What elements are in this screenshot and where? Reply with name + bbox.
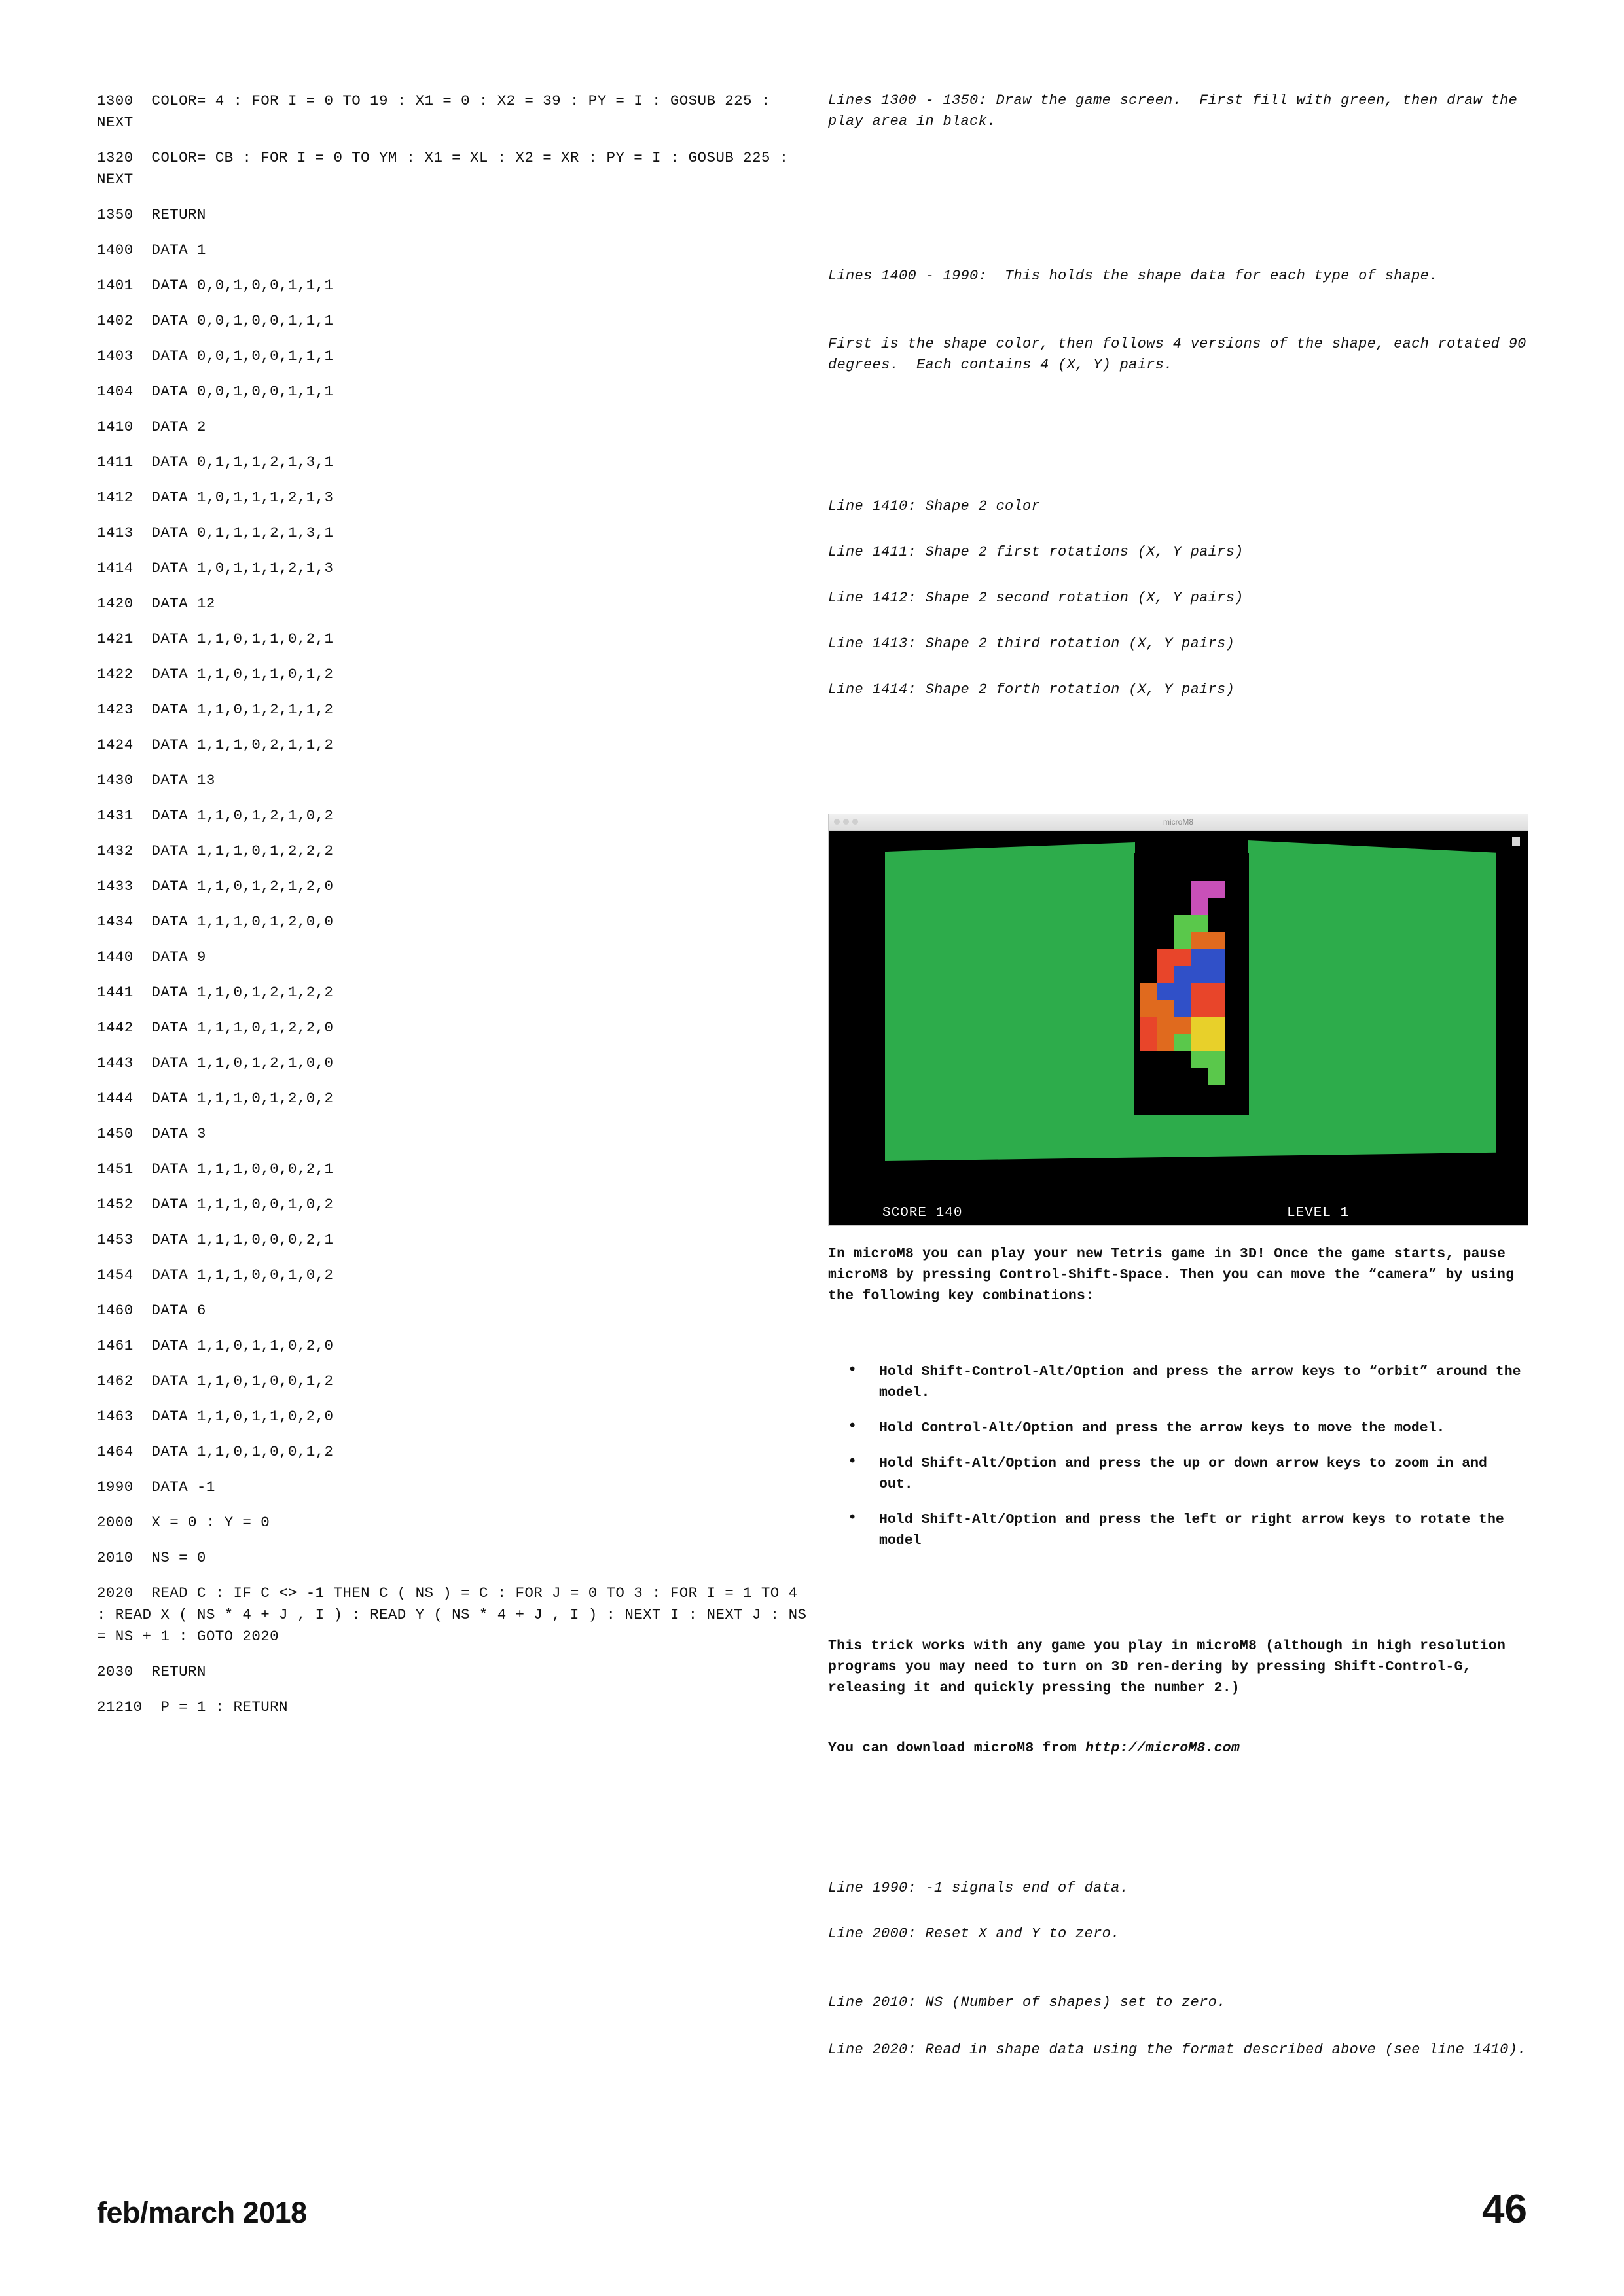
code-line: 1462 DATA 1,1,0,1,0,0,1,2 [97,1372,334,1390]
code-line: 1410 DATA 2 [97,418,206,435]
article-bullet: • Hold Shift-Alt/Option and press the up or down arrow keys to zoom in and out. [828,1453,1528,1495]
code-line: 1413 DATA 0,1,1,1,2,1,3,1 [97,524,334,541]
code-line: 1442 DATA 1,1,1,0,1,2,2,0 [97,1019,334,1036]
tetris-block [1191,1000,1208,1017]
tetris-block [1191,949,1208,966]
pause-indicator-icon [1512,837,1520,846]
code-line: 1411 DATA 0,1,1,1,2,1,3,1 [97,454,334,471]
code-line: 1444 DATA 1,1,1,0,1,2,0,2 [97,1090,334,1107]
tetris-well [1134,853,1249,1115]
footer-issue-date: feb/march 2018 [97,2196,307,2229]
article-intro: In microM8 you can play your new Tetris game in 3D! Once the game starts, pause microM8 by pressing Control-Shift-Space. Then you can move the “camera” by using the following key combinations: [828,1246,1523,1304]
code-line: 1422 DATA 1,1,0,1,1,0,1,2 [97,666,334,683]
tetris-block [1208,932,1225,949]
tetris-block [1208,1034,1225,1051]
tetris-block [1157,1017,1174,1034]
tetris-block [1208,881,1225,898]
code-line: 1460 DATA 6 [97,1302,206,1319]
margin-note: Line 2010: NS (Number of shapes) set to zero. [828,1994,1226,2011]
code-line: 1453 DATA 1,1,1,0,0,0,2,1 [97,1231,334,1248]
tetris-block [1174,966,1191,983]
code-line: 1451 DATA 1,1,1,0,0,0,2,1 [97,1160,334,1177]
tetris-block [1191,932,1208,949]
article-bullet: • Hold Shift-Alt/Option and press the left or right arrow keys to rotate the model [828,1509,1528,1551]
tetris-block [1208,1068,1225,1085]
tetris-block [1191,966,1208,983]
code-line: 1402 DATA 0,0,1,0,0,1,1,1 [97,312,334,329]
tetris-block [1174,1034,1191,1051]
tetris-block [1157,1000,1174,1017]
tetris-block [1208,1017,1225,1034]
tetris-block [1191,915,1208,932]
level-label: LEVEL 1 [1287,1206,1350,1221]
article-trick: This trick works with any game you play in microM8 (although in high resolution programs you may need to turn on 3D ren-dering by pressing Shift-Control-G, releasing it and quickly pressing the number 2.) [828,1638,1515,1696]
tetris-block [1140,1017,1157,1034]
article-download [828,1738,1528,1759]
code-line: 1461 DATA 1,1,0,1,1,0,2,0 [97,1337,334,1354]
margin-note: Line 1413: Shape 2 third rotation (X, Y pairs) [828,636,1235,652]
code-line: 1414 DATA 1,0,1,1,1,2,1,3 [97,560,334,577]
tetris-block [1191,881,1208,898]
window-titlebar [829,814,1528,831]
margin-note: Line 1990: -1 signals end of data. [828,1880,1129,1896]
margin-note: Lines 1400 - 1990: This holds the shape data for each type of shape. [828,268,1438,284]
download-prefix: You can download microM8 from [828,1740,1086,1756]
code-line: 1990 DATA -1 [97,1479,215,1496]
footer-page-number: 46 [1482,2187,1527,2232]
margin-note: Line 1410: Shape 2 color [828,498,1041,514]
tetris-block [1191,1051,1208,1068]
code-line: 2020 READ C : IF C <> -1 THEN C ( NS ) = C : FOR J = 0 TO 3 : FOR I = 1 TO 4 : READ X ( NS * 4 + J , I ) : READ Y ( NS * 4 + J , I ) : NEXT I : NEXT J : NS = NS + 1 : GOTO 2020 [97,1585,816,1645]
code-line: 1431 DATA 1,1,0,1,2,1,0,2 [97,807,334,824]
article-bullet-list [828,1361,1528,1566]
tetris-block [1191,983,1208,1000]
code-line: 2010 NS = 0 [97,1549,206,1566]
tetris-block [1208,949,1225,966]
code-line: 1430 DATA 13 [97,772,215,789]
code-line: 1452 DATA 1,1,1,0,0,1,0,2 [97,1196,334,1213]
margin-note: Line 1414: Shape 2 forth rotation (X, Y pairs) [828,681,1235,698]
code-line: 1440 DATA 9 [97,948,206,965]
article-bullet: • Hold Control-Alt/Option and press the arrow keys to move the model. [828,1418,1528,1439]
tetris-block [1157,983,1174,1000]
tetris-block [1157,966,1174,983]
tetris-block [1174,915,1191,932]
code-line: 1300 COLOR= 4 : FOR I = 0 TO 19 : X1 = 0 : X2 = 39 : PY = I : GOSUB 225 : NEXT [97,92,780,131]
code-line: 1443 DATA 1,1,0,1,2,1,0,0 [97,1054,334,1071]
code-line: 2030 RETURN [97,1663,206,1680]
tetris-block [1208,983,1225,1000]
microm8-window [828,814,1528,1243]
code-line: 21210 P = 1 : RETURN [97,1698,288,1715]
margin-note: Line 1412: Shape 2 second rotation (X, Y pairs) [828,590,1244,606]
code-line: 1450 DATA 3 [97,1125,206,1142]
margin-note: Line 1411: Shape 2 first rotations (X, Y pairs) [828,544,1244,560]
code-line: 1412 DATA 1,0,1,1,1,2,1,3 [97,489,334,506]
tetris-block [1157,1034,1174,1051]
code-line: 1420 DATA 12 [97,595,215,612]
tetris-block [1191,1034,1208,1051]
tetris-block [1174,1017,1191,1034]
tetris-block [1208,966,1225,983]
tetris-block [1174,949,1191,966]
tetris-block [1208,1051,1225,1068]
tetris-block [1140,1034,1157,1051]
code-line: 1423 DATA 1,1,0,1,2,1,1,2 [97,701,334,718]
tetris-block [1208,1000,1225,1017]
code-line: 1432 DATA 1,1,1,0,1,2,2,2 [97,842,334,859]
code-line: 1350 RETURN [97,206,206,223]
code-line: 1400 DATA 1 [97,242,206,259]
window-title: microM8 [1163,817,1193,827]
code-listing [97,90,816,1732]
tetris-block [1140,1000,1157,1017]
code-line: 2000 X = 0 : Y = 0 [97,1514,270,1531]
tetris-block [1174,932,1191,949]
code-line: 1464 DATA 1,1,0,1,0,0,1,2 [97,1443,334,1460]
tetris-block [1174,983,1191,1000]
code-line: 1463 DATA 1,1,0,1,1,0,2,0 [97,1408,334,1425]
code-line: 1433 DATA 1,1,0,1,2,1,2,0 [97,878,334,895]
score-label: SCORE 140 [882,1206,963,1221]
tetris-block [1191,1017,1208,1034]
tetris-block [1174,1000,1191,1017]
code-line: 1403 DATA 0,0,1,0,0,1,1,1 [97,348,334,365]
article-bullet: • Hold Shift-Control-Alt/Option and press the arrow keys to “orbit” around the model. [828,1361,1528,1403]
margin-note: Line 2020: Read in shape data using the format described above (see line 1410). [828,2041,1526,2058]
code-line: 1434 DATA 1,1,1,0,1,2,0,0 [97,913,334,930]
game-screen [829,831,1528,1243]
code-line: 1404 DATA 0,0,1,0,0,1,1,1 [97,383,334,400]
tetris-block [1191,898,1208,915]
code-line: 1441 DATA 1,1,0,1,2,1,2,2 [97,984,334,1001]
code-line: 1421 DATA 1,1,0,1,1,0,2,1 [97,630,334,647]
margin-note: First is the shape color, then follows 4 versions of the shape, each rotated 90 degrees. Each contains 4 (X, Y) pairs. [828,336,1536,373]
tetris-block [1157,949,1174,966]
margin-note: Line 2000: Reset X and Y to zero. [828,1926,1120,1942]
margin-note: Lines 1300 - 1350: Draw the game screen. First fill with green, then draw the play area in black. [828,92,1526,130]
code-line: 1401 DATA 0,0,1,0,0,1,1,1 [97,277,334,294]
tetris-block [1140,983,1157,1000]
code-line: 1320 COLOR= CB : FOR I = 0 TO YM : X1 = XL : X2 = XR : PY = I : GOSUB 225 : NEXT [97,149,798,188]
code-line: 1454 DATA 1,1,1,0,0,1,0,2 [97,1266,334,1283]
game-over-label: GAME OVER [1135,1228,1221,1243]
microm8-url[interactable]: http://microM8.com [1085,1740,1240,1756]
code-line: 1424 DATA 1,1,1,0,2,1,1,2 [97,736,334,753]
